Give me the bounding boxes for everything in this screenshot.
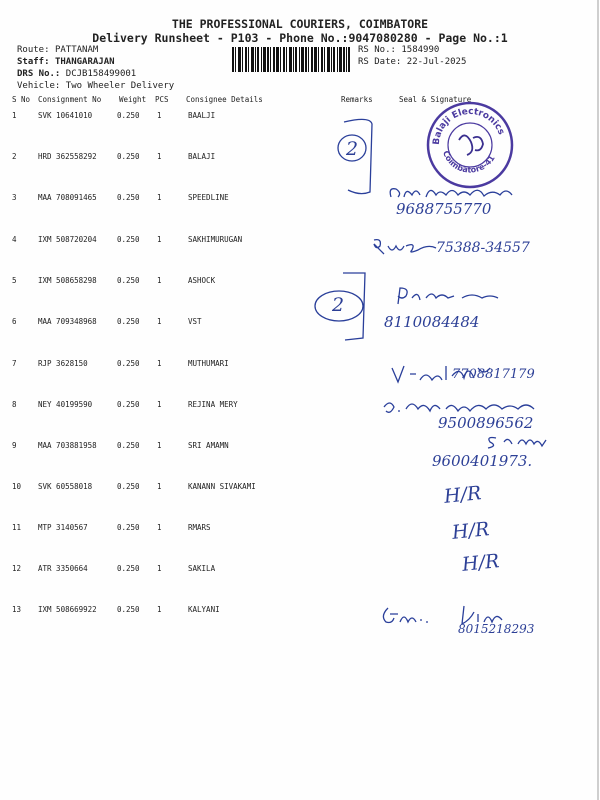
row-weight: 0.250 — [117, 111, 140, 120]
hr-mark-row-11: H/R — [450, 518, 491, 544]
row-consignment-no: MAA 703881958 — [38, 441, 97, 450]
row-sno: 13 — [12, 605, 22, 614]
signature-row-6 — [392, 286, 502, 306]
row-sno: 11 — [12, 523, 22, 532]
rs-no-line — [358, 45, 439, 55]
row-weight: 0.250 — [117, 605, 140, 614]
row-sno: 12 — [12, 564, 22, 573]
phone-row-8: 9500896562 — [438, 414, 534, 432]
row-weight: 0.250 — [117, 482, 140, 491]
row-consignee: MUTHUMARI — [188, 359, 229, 368]
row-weight: 0.250 — [117, 523, 140, 532]
row-consignment-no: RJP 3628150 — [38, 359, 88, 368]
signature-row-4 — [370, 236, 440, 258]
row-consignment-no: HRD 362558292 — [38, 152, 97, 161]
table-row — [0, 317, 600, 357]
col-seal-signature: Seal & Signature — [399, 95, 472, 104]
row-consignee: SRI AMAMN — [188, 441, 229, 450]
barcode — [232, 47, 350, 72]
row-consignee: REJINA MERY — [188, 400, 238, 409]
table-row — [0, 523, 600, 563]
row-consignment-no: MTP 3140567 — [38, 523, 88, 532]
row-consignment-no: MAA 709348968 — [38, 317, 97, 326]
phone-row-9: 9600401973. — [432, 452, 533, 470]
drs-line — [17, 69, 136, 79]
col-weight: Weight — [119, 95, 147, 104]
row-weight: 0.250 — [117, 276, 140, 285]
row-consignee: BAALJI — [188, 111, 216, 120]
col-remarks: Remarks — [341, 95, 373, 104]
rs-no-label: RS No.: — [358, 45, 396, 55]
row-pcs: 1 — [157, 276, 162, 285]
vehicle-line — [17, 81, 174, 91]
row-consignment-no: NEY 40199590 — [38, 400, 93, 409]
rs-date-value: 22-Jul-2025 — [406, 57, 467, 67]
route-line — [17, 45, 98, 55]
phone-row-13: 8015218293 — [458, 622, 535, 636]
row-sno: 2 — [12, 152, 17, 161]
col-pcs: PCS — [155, 95, 169, 104]
row-weight: 0.250 — [117, 441, 140, 450]
row-sno: 7 — [12, 359, 17, 368]
vehicle-label: Vehicle: — [17, 81, 61, 91]
row-consignee: VST — [188, 317, 202, 326]
row-consignment-no: IXM 508658298 — [38, 276, 97, 285]
staff-label: Staff: — [17, 57, 50, 67]
hr-mark-row-10: H/R — [442, 482, 483, 508]
company-seal — [425, 100, 515, 190]
row-sno: 4 — [12, 235, 17, 244]
row-sno: 8 — [12, 400, 17, 409]
row-weight: 0.250 — [117, 400, 140, 409]
row-pcs: 1 — [157, 152, 162, 161]
row-consignee: ASHOCK — [188, 276, 216, 285]
col-sno: S No — [12, 95, 31, 104]
drs-value: DCJB158499001 — [65, 69, 137, 79]
phone-row-4: 75388-34557 — [436, 240, 530, 256]
row-pcs: 1 — [157, 359, 162, 368]
row-consignee: SAKILA — [188, 564, 216, 573]
seal-bottom-text: Coimbatore-41 — [440, 149, 497, 175]
row-sno: 6 — [12, 317, 17, 326]
row-consignee: KANANN SIVAKAMI — [188, 482, 256, 491]
row-pcs: 1 — [157, 235, 162, 244]
row-pcs: 1 — [157, 317, 162, 326]
phone-row-6: 8110084484 — [384, 313, 480, 331]
row-sno: 1 — [12, 111, 17, 120]
rs-date-label: RS Date: — [358, 57, 402, 67]
col-consignee: Consignee Details — [186, 95, 263, 104]
rs-date-line — [358, 57, 466, 67]
row-weight: 0.250 — [117, 235, 140, 244]
row-weight: 0.250 — [117, 152, 140, 161]
drs-label: DRS No.: — [17, 69, 61, 79]
row-consignment-no: MAA 708091465 — [38, 193, 97, 202]
row-pcs: 1 — [157, 523, 162, 532]
row-consignment-no: SVK 60558018 — [38, 482, 93, 491]
row-consignee: SAKHIMURUGAN — [188, 235, 243, 244]
row-pcs: 1 — [157, 111, 162, 120]
vehicle-value: Two Wheeler Delivery — [65, 81, 175, 91]
row-consignment-no: ATR 3350664 — [38, 564, 88, 573]
staff-line — [17, 57, 115, 67]
remark-circled-number-top: 2 — [346, 138, 359, 160]
row-sno: 10 — [12, 482, 22, 491]
row-pcs: 1 — [157, 400, 162, 409]
remark-circled-number-mid: 2 — [332, 294, 345, 316]
row-consignee: BALAJI — [188, 152, 216, 161]
row-consignment-no: IXM 508669922 — [38, 605, 97, 614]
row-weight: 0.250 — [117, 317, 140, 326]
row-pcs: 1 — [157, 441, 162, 450]
runsheet-subtitle: Delivery Runsheet - P103 - Phone No.:9047080280 - Page No.:1 — [92, 31, 508, 45]
company-title: THE PROFESSIONAL COURIERS, COIMBATORE — [171, 17, 429, 31]
row-pcs: 1 — [157, 564, 162, 573]
row-weight: 0.250 — [117, 564, 140, 573]
table-row — [0, 564, 600, 604]
route-value: PATTANAM — [54, 45, 99, 55]
row-weight: 0.250 — [117, 359, 140, 368]
row-pcs: 1 — [157, 193, 162, 202]
row-consignee: SPEEDLINE — [188, 193, 229, 202]
signature-row-9 — [482, 432, 552, 452]
staff-value: THANGARAJAN — [54, 57, 115, 67]
row-weight: 0.250 — [117, 193, 140, 202]
row-consignee: RMARS — [188, 523, 211, 532]
route-label: Route: — [17, 45, 50, 55]
seal-top-text: Balaji Electronics — [431, 106, 506, 146]
hr-mark-row-12: H/R — [460, 550, 501, 576]
row-sno: 3 — [12, 193, 17, 202]
row-consignee: KALYANI — [188, 605, 220, 614]
phone-row-3: 9688755770 — [396, 200, 492, 218]
row-sno: 9 — [12, 441, 17, 450]
row-consignment-no: IXM 508720204 — [38, 235, 97, 244]
col-consignment: Consignment No — [38, 95, 102, 104]
table-row — [0, 482, 600, 522]
row-sno: 5 — [12, 276, 17, 285]
rs-no-value: 1584990 — [401, 45, 440, 55]
row-consignment-no: SVK 10641010 — [38, 111, 93, 120]
phone-row-7: 7708817179 — [452, 367, 535, 382]
row-pcs: 1 — [157, 482, 162, 491]
row-pcs: 1 — [157, 605, 162, 614]
table-row — [0, 276, 600, 316]
